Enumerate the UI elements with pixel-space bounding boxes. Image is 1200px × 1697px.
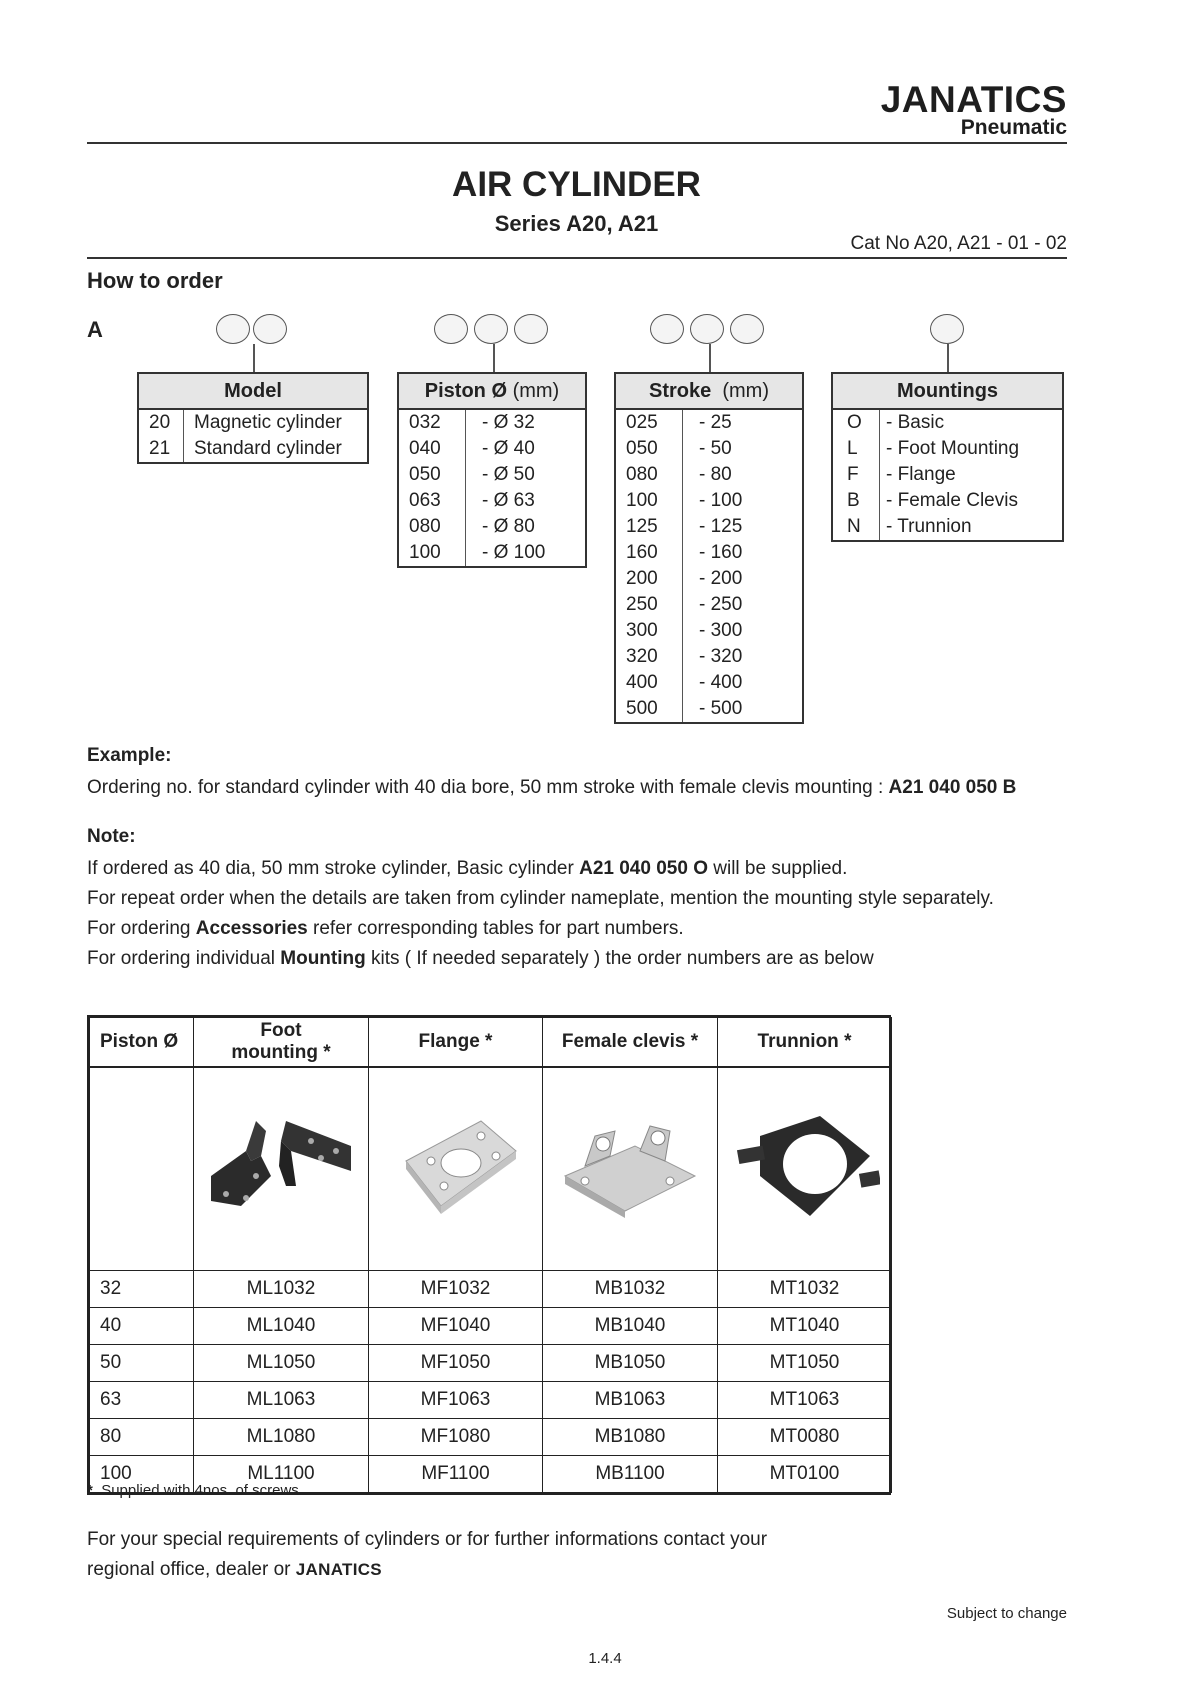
- model-row: 20 Magnetic cylinder: [139, 410, 367, 436]
- col-header-trunnion: Trunnion *: [718, 1018, 892, 1068]
- piston-table: [399, 410, 585, 566]
- mountings-header: Mountings: [833, 374, 1062, 410]
- col-header-flange: Flange *: [369, 1018, 543, 1068]
- stroke-row: 050 - 50: [616, 436, 802, 462]
- contact-text: For your special requirements of cylinders or for further informations contact your regional office, dealer or JANATICS: [87, 1529, 768, 1580]
- col-header-foot: Foot mounting *: [194, 1018, 369, 1068]
- stroke-row: 080 - 80: [616, 462, 802, 488]
- model-box: [137, 372, 369, 464]
- stroke-row: 300 - 300: [616, 618, 802, 644]
- example-text: Ordering no. for standard cylinder with 40 dia bore, 50 mm stroke with female clevis mounting : A21 040 050 B: [87, 777, 1017, 798]
- note-line: For ordering individual Mounting kits ( If needed separately ) the order numbers are as below: [87, 948, 874, 969]
- footnote: * Supplied with 4nos. of screws: [87, 1482, 299, 1499]
- code-circle: [650, 314, 684, 344]
- trunnion-image: [718, 1067, 892, 1271]
- stroke-row: 100 - 100: [616, 488, 802, 514]
- code-circle: [253, 314, 287, 344]
- table-row: 63 ML1063 MF1063 MB1063 MT1063: [90, 1382, 892, 1419]
- brand-logo: [880, 79, 1067, 139]
- piston-box: [397, 372, 587, 568]
- code-circle: [930, 314, 964, 344]
- brand-name: JANATICS: [880, 79, 1067, 120]
- stroke-row: 200 - 200: [616, 566, 802, 592]
- mountings-box: [831, 372, 1064, 542]
- connector-line: [709, 344, 711, 372]
- model-table: [139, 410, 367, 462]
- title-rule: [87, 257, 1067, 259]
- mounting-row: F - Flange: [833, 462, 1062, 488]
- mountings-table: [833, 410, 1062, 540]
- stroke-box: [614, 372, 804, 724]
- table-row: 50 ML1050 MF1050 MB1050 MT1050: [90, 1345, 892, 1382]
- table-header-row: [90, 1018, 892, 1068]
- code-circle: [474, 314, 508, 344]
- image-row: [90, 1067, 892, 1271]
- how-to-order-heading: How to order: [87, 268, 223, 293]
- model-header: Model: [139, 374, 367, 410]
- note-text: [87, 854, 994, 974]
- note-line: If ordered as 40 dia, 50 mm stroke cylinder, Basic cylinder A21 040 050 O will be supplied.: [87, 858, 848, 879]
- stroke-row: 400 - 400: [616, 670, 802, 696]
- page-number: 1.4.4: [588, 1650, 622, 1667]
- piston-row: 080 - Ø 80: [399, 514, 585, 540]
- note-line: For repeat order when the details are taken from cylinder nameplate, mention the mounting style separately.: [87, 888, 994, 909]
- example-code: A21 040 050 B: [888, 777, 1017, 798]
- connector-line: [493, 344, 495, 372]
- header-rule: [87, 142, 1067, 144]
- col-header-clevis: Female clevis *: [543, 1018, 718, 1068]
- table-row: 80 ML1080 MF1080 MB1080 MT0080: [90, 1419, 892, 1456]
- series-subtitle: Series A20, A21: [494, 211, 659, 236]
- female-clevis-image: [543, 1067, 718, 1271]
- connector-line: [947, 344, 949, 372]
- table-row: 32 ML1032 MF1032 MB1032 MT1032: [90, 1271, 892, 1308]
- mounting-row: N - Trunnion: [833, 514, 1062, 540]
- note-line: For ordering Accessories refer corresponding tables for part numbers.: [87, 918, 684, 939]
- flange-image: [369, 1067, 543, 1271]
- mounting-row: O - Basic: [833, 410, 1062, 436]
- table-row: 100 ML1100 MF1100 MB1100 MT0100: [90, 1456, 892, 1493]
- mounting-kits-table: [87, 1015, 891, 1495]
- code-circle: [514, 314, 548, 344]
- page-title: AIR CYLINDER: [452, 165, 701, 204]
- mounting-row: B - Female Clevis: [833, 488, 1062, 514]
- stroke-row: 250 - 250: [616, 592, 802, 618]
- example-heading: Example:: [87, 745, 172, 766]
- foot-mounting-image: [194, 1067, 369, 1271]
- stroke-header: Stroke (mm): [616, 374, 802, 410]
- footnote-mark: *: [87, 1482, 93, 1499]
- mounting-row: L - Foot Mounting: [833, 436, 1062, 462]
- inline-brand: JANATICS: [295, 1560, 382, 1579]
- model-row: 21 Standard cylinder: [139, 436, 367, 462]
- brand-subtitle: Pneumatic: [960, 116, 1067, 139]
- piston-header: Piston Ø (mm): [399, 374, 585, 410]
- stroke-row: 025 - 25: [616, 410, 802, 436]
- stroke-row: 125 - 125: [616, 514, 802, 540]
- note-heading: Note:: [87, 826, 136, 847]
- piston-row: 100 - Ø 100: [399, 540, 585, 566]
- code-circle: [434, 314, 468, 344]
- order-prefix: A: [87, 317, 103, 342]
- subject-to-change: Subject to change: [946, 1605, 1067, 1622]
- col-header-piston: Piston Ø: [90, 1018, 194, 1068]
- catalog-number: Cat No A20, A21 - 01 - 02: [850, 233, 1067, 254]
- connector-line: [253, 344, 255, 372]
- stroke-row: 320 - 320: [616, 644, 802, 670]
- stroke-row: 160 - 160: [616, 540, 802, 566]
- piston-row: 050 - Ø 50: [399, 462, 585, 488]
- code-circle: [690, 314, 724, 344]
- table-row: 40 ML1040 MF1040 MB1040 MT1040: [90, 1308, 892, 1345]
- code-circle: [216, 314, 250, 344]
- stroke-row: 500 - 500: [616, 696, 802, 722]
- piston-row: 040 - Ø 40: [399, 436, 585, 462]
- code-circle: [730, 314, 764, 344]
- piston-row: 063 - Ø 63: [399, 488, 585, 514]
- stroke-table: [616, 410, 802, 722]
- piston-row: 032 - Ø 32: [399, 410, 585, 436]
